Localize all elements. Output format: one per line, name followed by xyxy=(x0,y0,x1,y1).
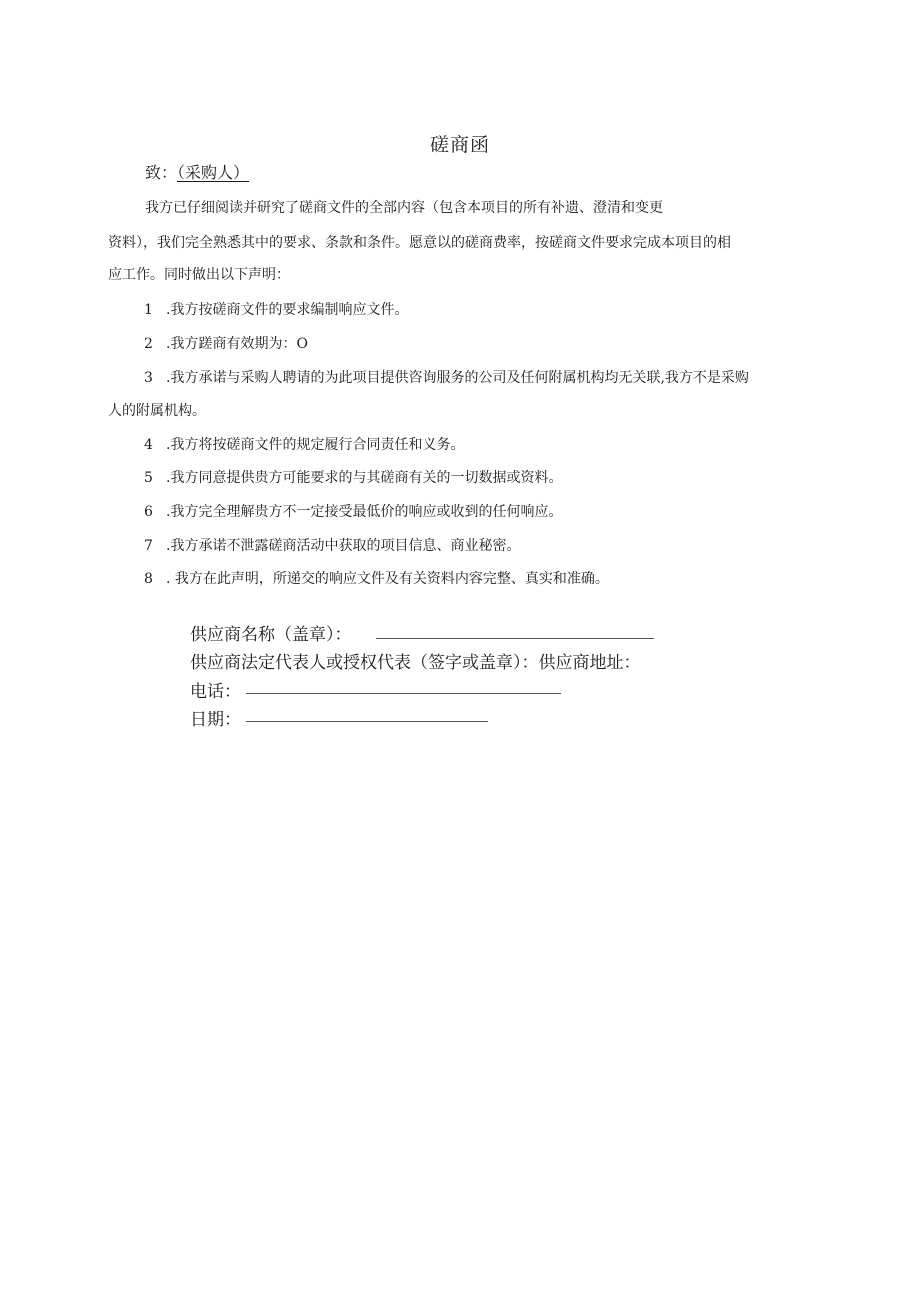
item-number: 2 xyxy=(144,336,153,352)
item-text: .我方蹉商有效期为：O xyxy=(166,336,308,352)
item-number: 3 xyxy=(144,370,153,386)
declaration-item-3 xyxy=(144,367,749,387)
item-number: 5 xyxy=(144,470,153,486)
item-number: 4 xyxy=(144,437,153,453)
supplier-name-label: 供应商名称（盖章）： xyxy=(190,625,352,645)
item-number: 7 xyxy=(144,538,153,554)
addressee-label: 致： xyxy=(145,163,178,182)
intro-paragraph-line-3: 应工作。同时做出以下声明： xyxy=(108,267,290,283)
date-blank[interactable] xyxy=(246,721,488,722)
declaration-item-1 xyxy=(144,299,408,319)
item-number: 1 xyxy=(144,302,153,318)
declaration-item-2 xyxy=(144,333,308,353)
item-number: 8 xyxy=(144,571,153,587)
declaration-item-5 xyxy=(144,467,562,487)
supplier-name-blank[interactable] xyxy=(376,638,654,639)
intro-paragraph-line-1: 我方已仔细阅读并研究了磋商文件的全部内容（包含本项目的所有补遗、澄清和变更 xyxy=(145,200,663,216)
declaration-item-7 xyxy=(144,535,520,555)
phone-blank[interactable] xyxy=(246,693,561,694)
item-number: 6 xyxy=(144,504,153,520)
document-title: 磋商函 xyxy=(429,134,490,156)
item-text: .我方承诺不泄露磋商活动中获取的项目信息、商业秘密。 xyxy=(166,538,521,554)
declaration-item-6 xyxy=(144,501,562,521)
date-label: 日期： xyxy=(190,710,241,730)
representative-address-label: 供应商法定代表人或授权代表（签字或盖章）：供应商地址： xyxy=(190,653,641,673)
item-text: .我方同意提供贵方可能要求的与其磋商有关的一切数据或资料。 xyxy=(166,470,563,486)
addressee-recipient: （采购人） xyxy=(177,163,250,182)
item-text: .我方承诺与采购人聘请的为此项目提供咨询服务的公司及任何附属机构均无关联,我方不是采购 xyxy=(166,370,749,386)
declaration-item-3-continuation: 人的附属机构。 xyxy=(108,403,206,419)
phone-label: 电话： xyxy=(190,682,241,702)
intro-paragraph-line-2: 资料），我们完全熟悉其中的要求、条款和条件。愿意以的磋商费率，按磋商文件要求完成本项目的相 xyxy=(108,235,731,251)
item-text: .我方将按磋商文件的规定履行合同责任和义务。 xyxy=(166,437,465,453)
item-text: .我方按磋商文件的要求编制响应文件。 xyxy=(166,302,409,318)
addressee-line xyxy=(145,160,249,183)
item-text: . 我方在此声明，所递交的响应文件及有关资料内容完整、真实和准确。 xyxy=(166,571,609,587)
declaration-item-4 xyxy=(144,434,464,454)
item-text: .我方完全理解贵方不一定接受最低价的响应或收到的任何响应。 xyxy=(166,504,563,520)
declaration-item-8 xyxy=(144,568,609,588)
